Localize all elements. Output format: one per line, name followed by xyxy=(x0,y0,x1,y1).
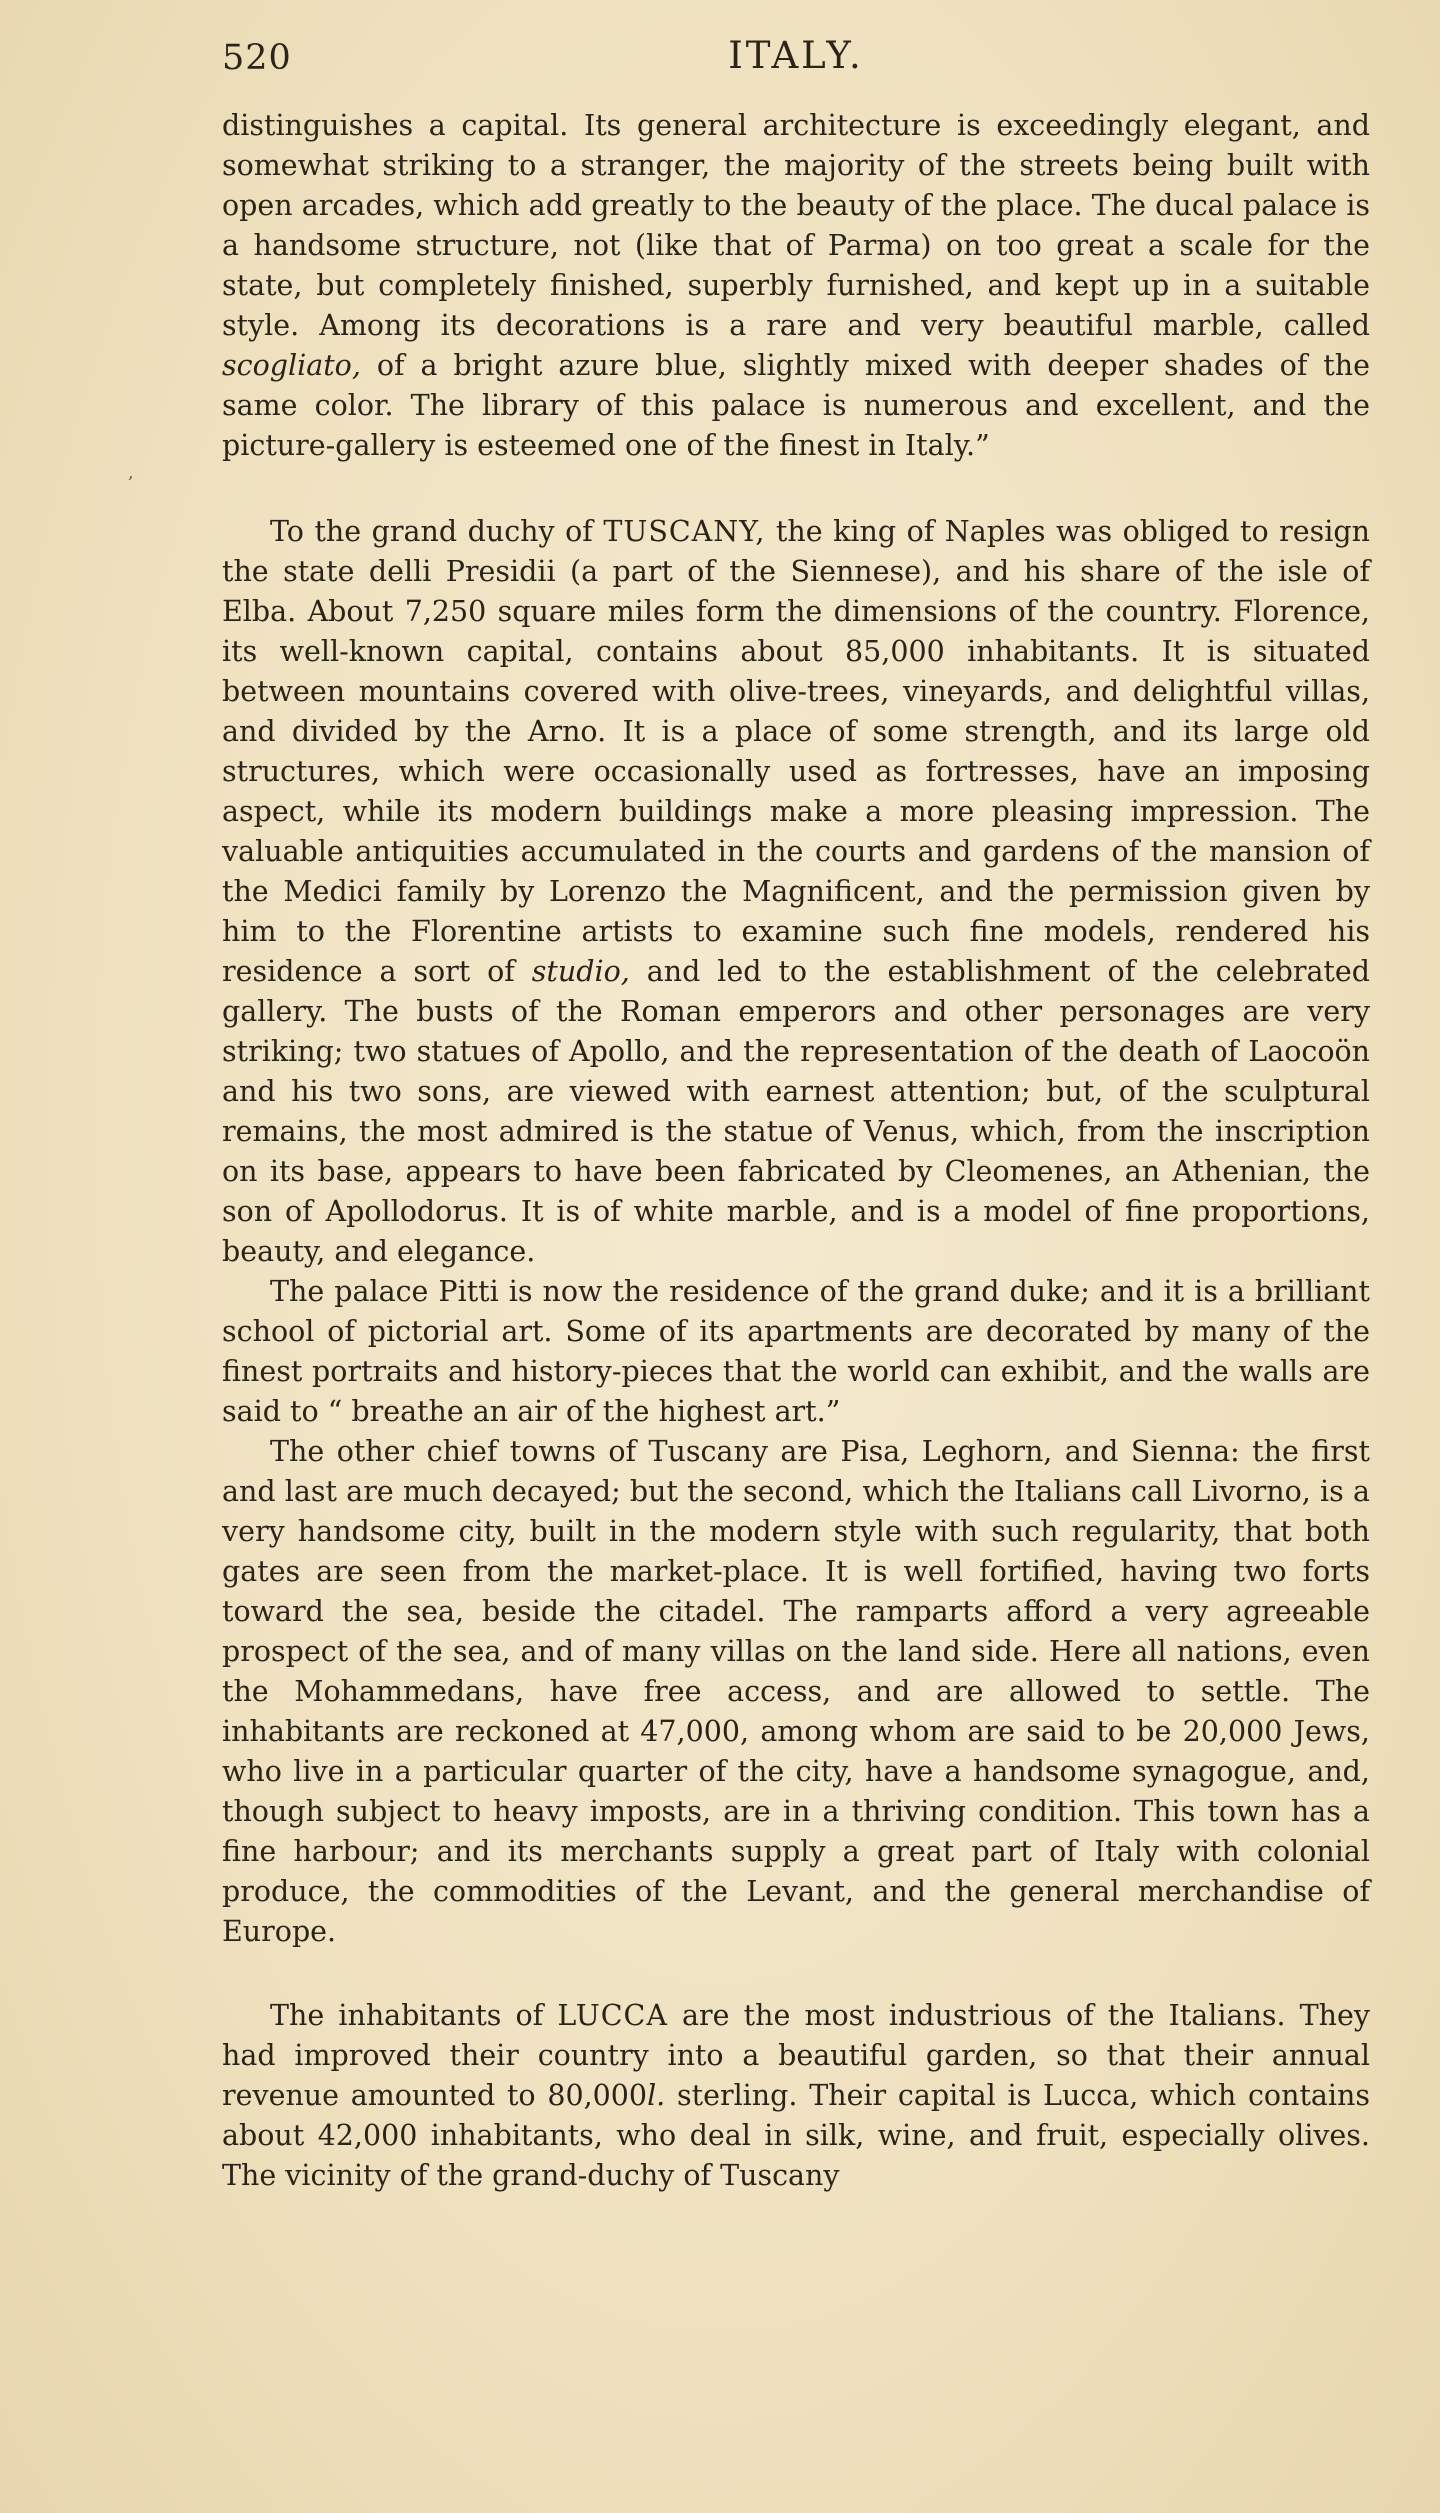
running-head xyxy=(222,30,1370,86)
text-run: are the most industrious of the Italians. They had improved their country into a beautiful garden, so that their annual revenue amounted to 80,000 xyxy=(222,1999,1370,2112)
paragraph-lucca xyxy=(222,1996,1370,2196)
text-run: the king of Naples was obliged to resign the state delli Presidii (a part of the Siennese), and his share of the isle of Elba. About 7,250 square miles form the dimensions of the country. Florence, its well-known capital, contains about 85,000 inhabitants. It is situated between mountains covered with olive-trees, vineyards, and delightful villas, and divided by the Arno. It is a place of some strength, and its large old structures, which were occasionally used as fortresses, have an imposing aspect, while its modern buildings make a more pleasing impression. The valuable antiquities accumulated in the courts and gardens of the mansion of the Medici family by Lorenzo the Magnificent, and the permission given by him to the Florentine artists to examine such fine models, rendered his residence a sort of xyxy=(222,515,1371,988)
paragraph-other-towns: The other chief towns of Tuscany are Pisa, Leghorn, and Sienna: the first and last are much decayed; but the second, which the Italians call Livorno, is a very handsome city, built in the modern style with such regularity, that both gates are seen from the market-place. It is well fortified, having two forts toward the sea, beside the citadel. The ramparts afford a very agreeable prospect of the sea, and of many villas on the land side. Here all nations, even the Mohammedans, have free access, and are allowed to settle. The inhabitants are reckoned at 47,000, among whom are said to be 20,000 Jews, who live in a particular quarter of the city, have a handsome synagogue, and, though subject to heavy imposts, are in a thriving condition. This town has a fine harbour; and its merchants supply a great part of Italy with colonial produce, the commodities of the Levant, and the general merchandise of Europe. xyxy=(222,1435,1370,1948)
paragraph-pitti: The palace Pitti is now the residence of the grand duke; and it is a brilliant school of pictorial art. Some of its apartments are decorated by many of the finest portraits and history-pieces that the world can exhibit, and the walls are said to “ breathe an air of the highest art.” xyxy=(222,1275,1370,1428)
page-number: 520 xyxy=(222,38,292,78)
italic-term: scogliato, xyxy=(222,349,361,382)
text-run: sterling. Their capital is Lucca, which contains about 42,000 inhabitants, who deal in silk, wine, and fruit, especially olives. The vicinity of the grand-duchy of Tuscany xyxy=(222,2079,1370,2192)
running-title: ITALY. xyxy=(728,34,864,77)
ink-speck: , xyxy=(128,462,134,483)
section-gap xyxy=(222,466,1370,512)
region-name: TUSCANY, xyxy=(603,515,766,548)
text-run: distinguishes a capital. Its general architecture is exceedingly elegant, and somewhat striking to a stranger, the majority of the streets being built with open arcades, which add greatly to the beauty of the place. The ducal palace is a handsome structure, not (like that of Parma) on too great a scale for the state, but completely finished, superbly furnished, and kept up in a suitable style. Among its decorations is a rare and very beautiful marble, called xyxy=(222,109,1370,342)
italic-term: studio, xyxy=(531,955,630,988)
paragraph-tuscany xyxy=(222,512,1370,1272)
italic-term: l. xyxy=(647,2079,666,2112)
text-run: of a bright azure blue, slightly mixed with deeper shades of the same color. The library of this palace is numerous and excellent, and the picture-gallery is esteemed one of the finest in Italy.” xyxy=(222,349,1370,462)
region-name: LUCCA xyxy=(557,1999,668,2032)
text-run: The inhabitants of xyxy=(270,1999,558,2032)
text-run: To the grand duchy of xyxy=(270,515,604,548)
paragraph-modena-continued xyxy=(222,106,1370,466)
text-run: and led to the establishment of the celebrated gallery. The busts of the Roman emperors and other personages are very striking; two statues of Apollo, and the representation of the death of Laocoön and his two sons, are viewed with earnest attention; but, of the sculptural remains, the most admired is the statue of Venus, which, from the inscription on its base, appears to have been fabricated by Cleomenes, an Athenian, the son of Apollodorus. It is of white marble, and is a model of fine proportions, beauty, and elegance. xyxy=(222,955,1370,1268)
book-page xyxy=(222,30,1370,2196)
section-gap xyxy=(222,1952,1370,1996)
